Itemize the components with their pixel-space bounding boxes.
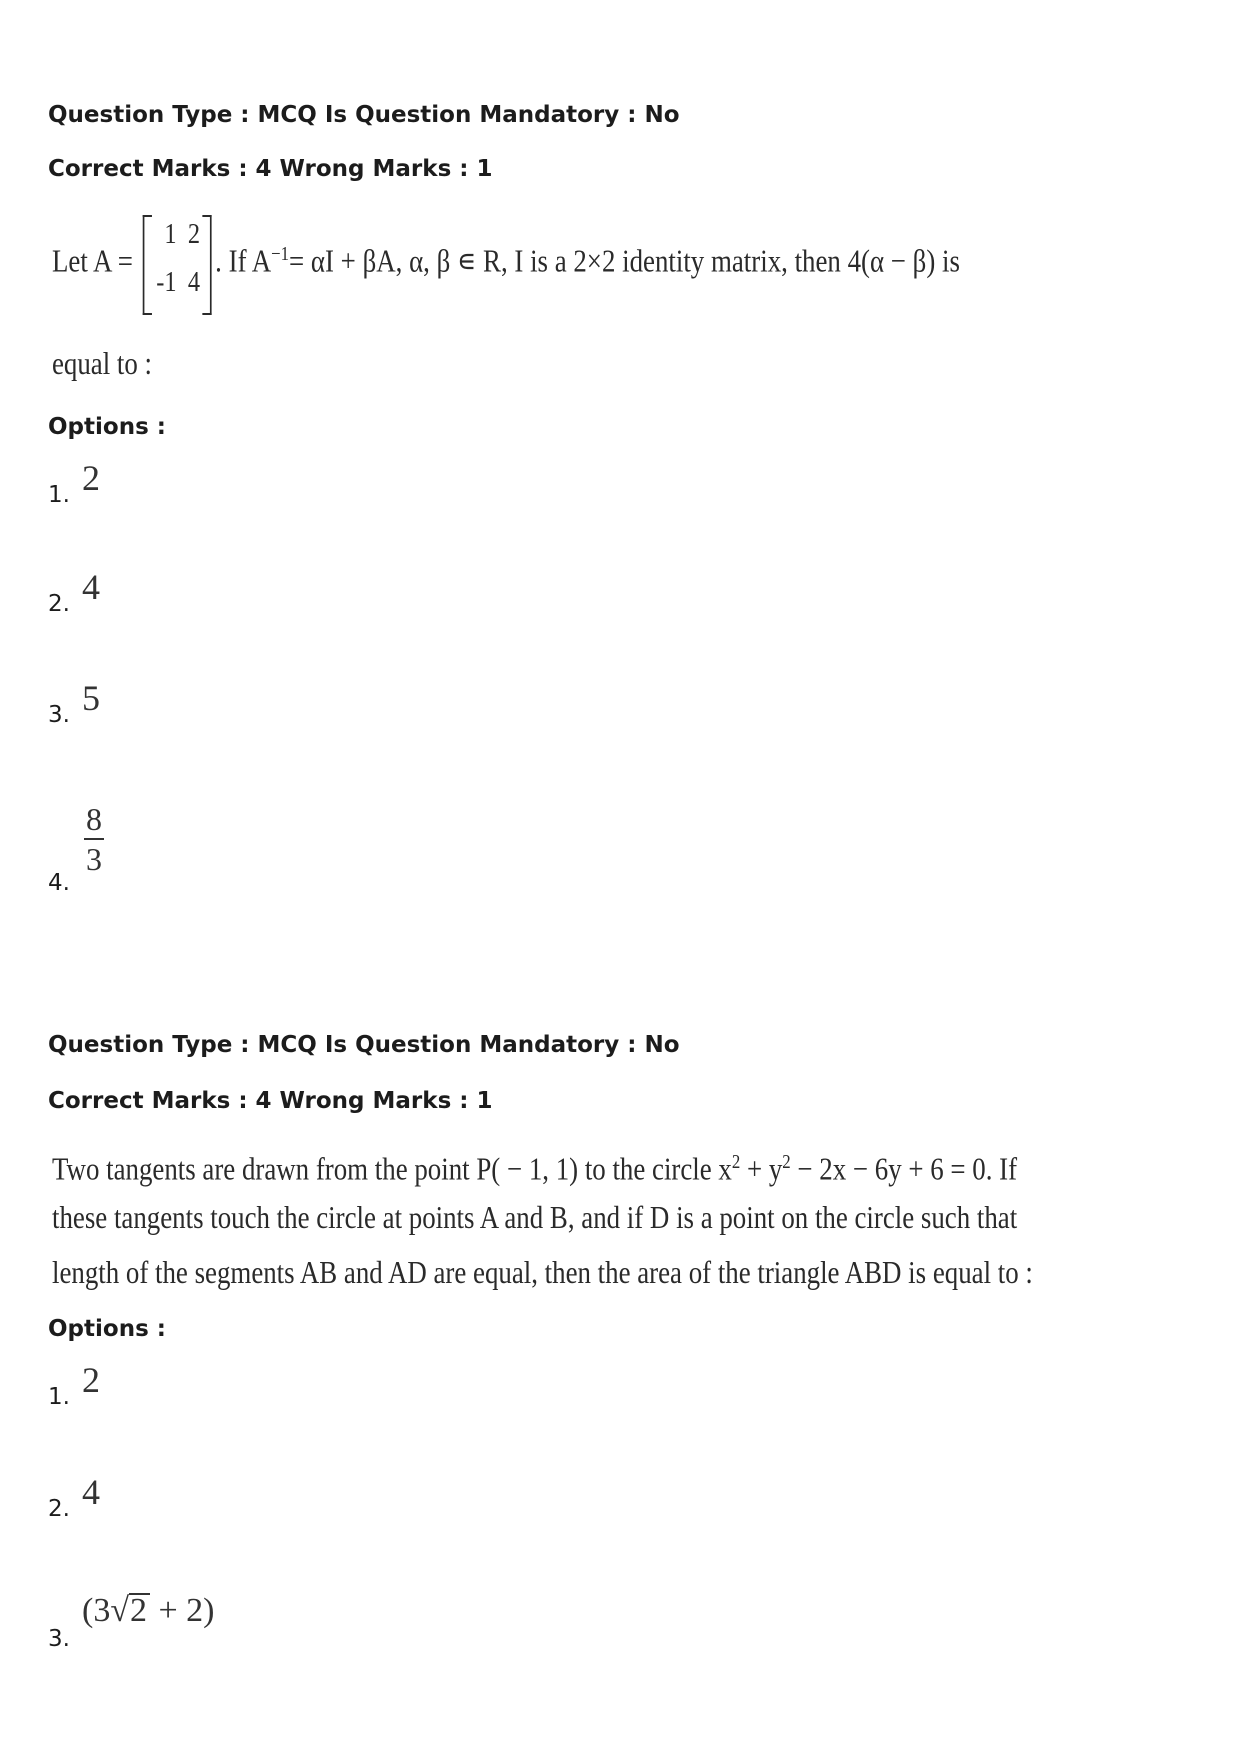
option-value: 2 bbox=[82, 458, 100, 498]
matrix-right-bracket bbox=[203, 215, 212, 315]
inverse-exponent: −1 bbox=[271, 243, 290, 265]
expr-prefix: (3 bbox=[82, 1592, 111, 1629]
option-number: 2. bbox=[48, 591, 70, 617]
expr-suffix: + 2) bbox=[150, 1592, 215, 1629]
exponent: 2 bbox=[782, 1151, 791, 1173]
question-text-part: − 2x − 6y + 6 = 0. If bbox=[790, 1150, 1018, 1187]
option-value: 4 bbox=[82, 1472, 100, 1512]
question-text-let: Let A = bbox=[52, 242, 133, 279]
options-label: Options : bbox=[48, 414, 166, 440]
matrix-cell: 1 bbox=[164, 218, 177, 251]
option-number: 4. bbox=[48, 870, 70, 896]
option-value: 2 bbox=[82, 1360, 100, 1400]
option-number: 1. bbox=[48, 482, 70, 508]
fraction-denominator: 3 bbox=[86, 841, 102, 877]
question-text-part: Two tangents are drawn from the point P( − 1, 1) to the circle x bbox=[52, 1150, 732, 1187]
fraction bbox=[84, 800, 104, 878]
sqrt-radicand: 2 bbox=[129, 1593, 150, 1627]
matrix-cell: -1 bbox=[156, 266, 177, 299]
exponent: 2 bbox=[731, 1151, 741, 1173]
question-type-line: Question Type : MCQ Is Question Mandatory : No bbox=[48, 102, 680, 128]
question-text-line bbox=[52, 205, 960, 313]
question-text-line-1 bbox=[52, 1140, 1017, 1191]
fraction-numerator: 8 bbox=[84, 800, 104, 840]
marks-line: Correct Marks : 4 Wrong Marks : 1 bbox=[48, 1088, 493, 1114]
question-type-line: Question Type : MCQ Is Question Mandatory : No bbox=[48, 1032, 680, 1058]
marks-line: Correct Marks : 4 Wrong Marks : 1 bbox=[48, 156, 493, 182]
question-text-line-2: equal to : bbox=[52, 345, 153, 381]
option-value bbox=[84, 800, 104, 878]
question-text-line-3: length of the segments AB and AD are equal, then the area of the triangle ABD is equal to : bbox=[52, 1254, 1033, 1290]
options-label: Options : bbox=[48, 1316, 166, 1342]
option-number: 1. bbox=[48, 1384, 70, 1410]
option-number: 2. bbox=[48, 1496, 70, 1522]
option-number: 3. bbox=[48, 1626, 70, 1652]
option-value bbox=[82, 1592, 215, 1630]
option-value: 5 bbox=[82, 678, 100, 718]
option-number: 3. bbox=[48, 702, 70, 728]
question-text-if: . If A bbox=[215, 242, 272, 279]
question-text-part: + y bbox=[740, 1150, 783, 1187]
question-text-condition: = αI + βA, α, β ∊ R, I is a 2×2 identity matrix, then 4(α − β) is bbox=[289, 242, 960, 279]
matrix-cell: 2 bbox=[187, 218, 201, 251]
sqrt-symbol: √ bbox=[110, 1592, 129, 1629]
matrix-cell: 4 bbox=[187, 266, 201, 299]
matrix-a bbox=[143, 215, 212, 313]
option-value: 4 bbox=[82, 567, 100, 607]
question-text-line-2: these tangents touch the circle at points A and B, and if D is a point on the circle such that bbox=[52, 1199, 1018, 1235]
